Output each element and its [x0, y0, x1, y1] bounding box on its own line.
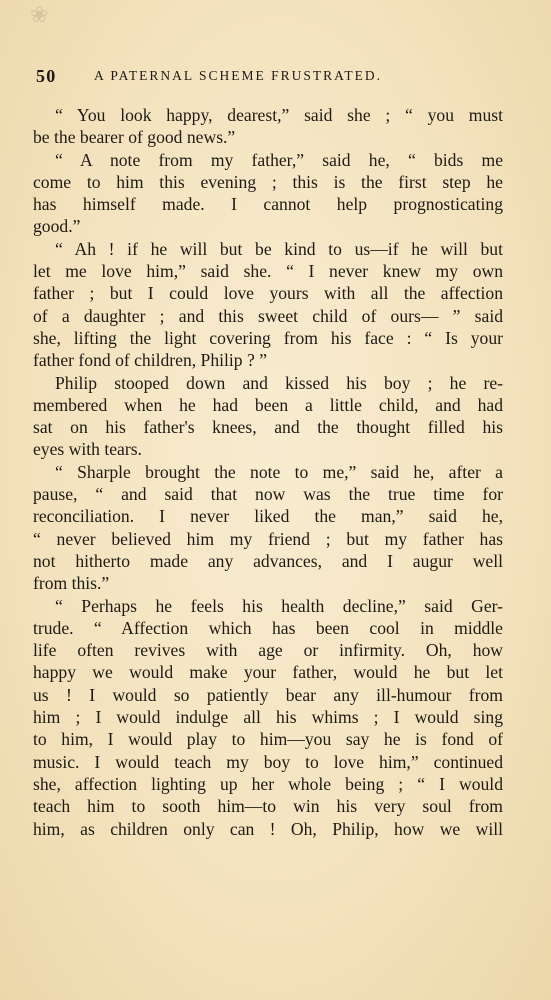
text-line: “ Sharple brought the note to me,” said he, after a [55, 461, 503, 482]
text-line: reconciliation. I never liked the man,” said he, [33, 506, 503, 527]
text-line: good.” [33, 216, 81, 237]
text-line: she, lifting the light covering from his face : “ Is your [33, 327, 503, 348]
page-number: 50 [36, 66, 57, 86]
text-line: let me love him,” said she. “ I never knew my own [33, 261, 503, 282]
text-line: teach him to sooth him—to win his very soul from [33, 796, 503, 817]
text-line: Philip stooped down and kissed his boy ; he re- [55, 372, 503, 393]
text-line: she, affection lighting up her whole being ; “ I would [33, 773, 503, 794]
text-line: life often revives with age or infirmity. Oh, how [33, 640, 503, 661]
text-line: not hitherto made any advances, and I augur well [33, 550, 503, 571]
text-line: pause, “ and said that now was the true time for [33, 484, 503, 505]
text-line: “ Perhaps he feels his health decline,” said Ger- [55, 595, 503, 616]
text-line: come to him this evening ; this is the first step he [33, 171, 503, 192]
text-line: from this.” [33, 573, 110, 594]
text-line: him ; I would indulge all his whims ; I would sing [33, 707, 503, 728]
library-stamp-icon: ❀ [30, 2, 49, 27]
text-line: to him, I would play to him—you say he is fond of [33, 729, 503, 750]
text-line: father fond of children, Philip ? ” [33, 350, 268, 371]
text-line: eyes with tears. [33, 439, 142, 460]
text-line: “ A note from my father,” said he, “ bids me [55, 149, 503, 170]
body-text [33, 104, 503, 840]
text-line: “ Ah ! if he will but be kind to us—if he will but [55, 238, 503, 259]
running-head [36, 66, 506, 88]
text-line: him, as children only can ! Oh, Philip, how we will [33, 818, 503, 839]
text-line: “ never believed him my friend ; but my father has [33, 528, 503, 549]
running-title: A PATERNAL SCHEME FRUSTRATED. [94, 68, 383, 83]
text-line: be the bearer of good news.” [33, 127, 236, 148]
text-line: has himself made. I cannot help prognosticating [33, 194, 503, 215]
text-line: membered when he had been a little child, and had [33, 394, 503, 415]
text-line: music. I would teach my boy to love him,” continued [33, 751, 503, 772]
text-line: “ You look happy, dearest,” said she ; “ you must [55, 105, 503, 125]
text-line: sat on his father's knees, and the thought filled his [33, 417, 503, 438]
text-line: father ; but I could love yours with all the affection [33, 283, 503, 304]
text-line: happy we would make your father, would he but let [33, 662, 503, 683]
text-line: trude. “ Affection which has been cool in middle [33, 617, 503, 638]
text-line: of a daughter ; and this sweet child of ours— ” said [33, 305, 503, 326]
text-line: us ! I would so patiently bear any ill-humour from [33, 684, 503, 705]
